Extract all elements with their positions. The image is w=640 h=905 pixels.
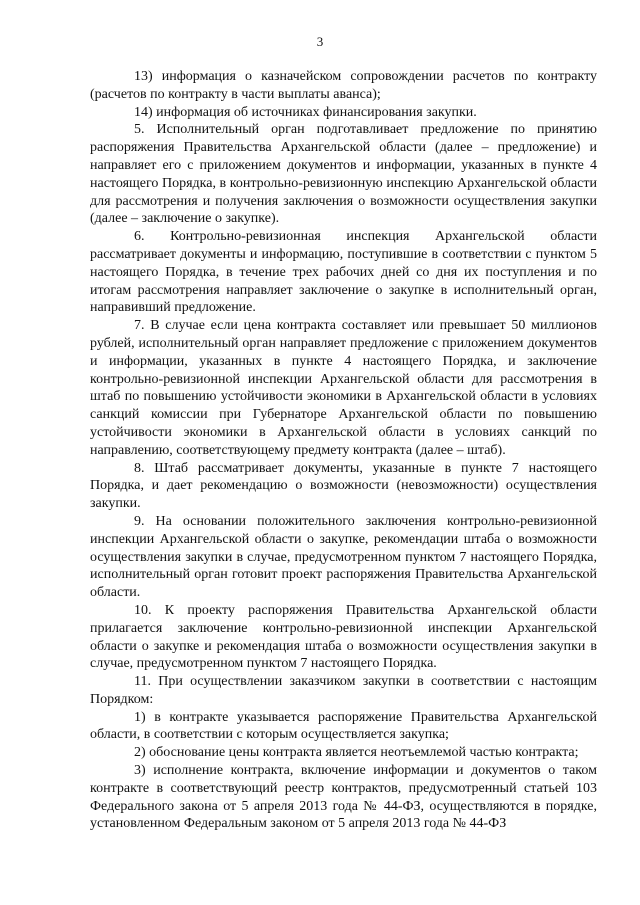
- paragraph-subitem-3: 3) исполнение контракта, включение информации и документов о таком контракте в соответствующий реестр контрактов, предусмотренный статьей 103 Федерального закона от 5 апреля 2013 года № 44-ФЗ, осуществляются в порядке, установленном Федеральным законом от 5 апреля 2013 года № 44-ФЗ: [90, 763, 597, 832]
- document-body: [90, 68, 597, 833]
- paragraph-clause-6: 6. Контрольно-ревизионная инспекция Архангельской области рассматривает документы и информацию, поступившие в соответствии с пунктом 5 настоящего Порядка, в течение трех рабочих дней со дня их поступления и по итогам рассмотрения направляет заключение о закупке в исполнительный орган, направивший предложение.: [90, 229, 597, 316]
- paragraph-subitem-2: 2) обоснование цены контракта является неотъемлемой частью контракта;: [134, 745, 579, 761]
- paragraph-clause-9: 9. На основании положительного заключения контрольно-ревизионной инспекции Архангельской области о закупке, рекомендации штаба о возможности осуществления закупки в случае, предусмотренном пунктом 7 настоящего Порядка, исполнительный орган готовит проект распоряжения Правительства Архангельской области.: [90, 513, 597, 601]
- page-number: 3: [316, 34, 324, 49]
- paragraph-clause-11: 11. При осуществлении заказчиком закупки в соответствии с настоящим Порядком:: [90, 674, 597, 707]
- paragraph-clause-8: 8. Штаб рассматривает документы, указанные в пункте 7 настоящего Порядка, и дает рекомендацию о возможности (невозможности) осуществления закупки.: [90, 460, 597, 512]
- paragraph-clause-5: 5. Исполнительный орган подготавливает предложение по принятию распоряжения Правительства Архангельской области (далее – предложение) и направляет его с приложением документов и информации, указанных в пункте 4 настоящего Порядка, в контрольно-ревизионную инспекцию Архангельской области для рассмотрения и получения заключения о возможности осуществления закупки (далее – заключение о закупке).: [90, 122, 597, 227]
- paragraph-item-13: 13) информация о казначейском сопровождении расчетов по контракту (расчетов по контракту в части выплаты аванса);: [90, 69, 597, 102]
- paragraph-subitem-1: 1) в контракте указывается распоряжение Правительства Архангельской области, в соответствии с которым осуществляется закупка;: [90, 709, 597, 743]
- paragraph-clause-10: 10. К проекту распоряжения Правительства Архангельской области прилагается заключение контрольно-ревизионной инспекции Архангельской области о закупке и рекомендация штаба о возможности осуществления закупки в случае, предусмотренном пунктом 7 настоящего Порядка.: [90, 602, 597, 672]
- paragraph-item-14: 14) информация об источниках финансирования закупки.: [134, 104, 477, 120]
- paragraph-clause-7: 7. В случае если цена контракта составляет или превышает 50 миллионов рублей, исполнительный орган направляет предложение с приложением документов и информации, указанных в пункте 4 настоящего Порядка, и заключение контрольно-ревизионной инспекции Архангельской области для рассмотрения в штаб по повышению устойчивости экономики в Архангельской области в условиях санкций комиссии при Губернаторе Архангельской области по повышению устойчивости экономики в Архангельской области в условиях санкций по направлению, соответствующему предмету контракта (далее – штаб).: [90, 318, 597, 458]
